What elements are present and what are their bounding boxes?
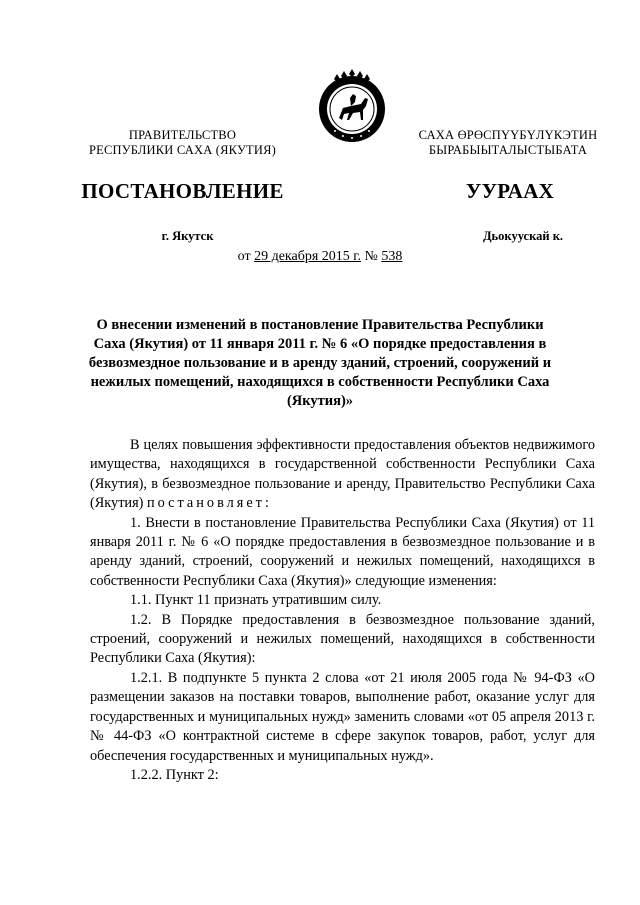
paragraph-1-1: 1.1. Пункт 11 признать утратившим силу. [130, 592, 382, 609]
decree-number: 538 [381, 249, 403, 264]
doc-type-sakha: УУРААХ [465, 179, 555, 203]
coat-of-arms-emblem [313, 68, 391, 146]
decree-body [90, 436, 595, 785]
government-name-ru-line1: ПРАВИТЕЛЬСТВО [128, 128, 237, 142]
paragraph-1-2-2: 1.2.2. Пункт 2: [130, 766, 219, 783]
paragraph-1-2-1: 1.2.1. В подпункте 5 пункта 2 слова «от 21 июля 2005 года № 94-ФЗ «О размещении заказов на поставки товаров, выполнение работ, оказание услуг для государственных и муниципальных нужд» заменить словами «от 05 апреля 2013 г. № 44-ФЗ «О контрактной системе в сфере закупок товаров, работ, услуг для обеспечения государственных и муниципальных нужд». [90, 669, 595, 764]
city-ru: г. Якутск [161, 229, 214, 243]
decree-word: постановляет: [147, 495, 272, 512]
intro-paragraph [90, 436, 595, 514]
government-name-sakha-line2: БЫРАБЫЫТАЛЫСТЫБАТА [428, 143, 588, 157]
intro-text: В целях повышения эффективности предоставления объектов недвижимого имущества, находящихся в государственной собственности Республики Саха (Якутия), в безвозмездное пользование и аренду, Правительство Республики Саха (Якутия) [90, 437, 595, 512]
doc-type-ru: ПОСТАНОВЛЕНИЕ [81, 179, 284, 203]
paragraph-1: 1. Внести в постановление Правительства Республики Саха (Якутия) от 11 января 2011 г. № 6 «О порядке предоставления в безвозмездное пользование и в аренду зданий, строений, сооружений и нежилых помещений, находящихся в собственности Республики Саха (Якутия)» следующие изменения: [90, 514, 595, 589]
date-prefix: от [237, 249, 255, 264]
decree-title: О внесении изменений в постановление Правительства Республики Саха (Якутия) от 11 января 2011 г. № 6 «О порядке предоставления в безвозмездное пользование и в аренду зданий, строений, сооружений и нежилых помещений, находящихся в собственности Республики Саха (Якутия)» [88, 317, 552, 409]
city-sakha: Дьокуускай к. [482, 229, 564, 243]
paragraph-1-2: 1.2. В Порядке предоставления в безвозмездное пользование зданий, строений, сооружений и нежилых помещений, находящихся в собственности Республики Саха (Якутия): [90, 611, 595, 667]
decree-date-line [0, 249, 640, 265]
government-name-sakha-line1: САХА ӨРӨСПҮҮБҮЛҮКЭТИН [418, 128, 598, 142]
header-left [80, 128, 285, 244]
header-right [393, 128, 623, 244]
number-prefix: № [360, 249, 382, 264]
decree-date: 29 декабря 2015 г. [254, 249, 361, 264]
government-name-ru-line2: РЕСПУБЛИКИ САХА (ЯКУТИЯ) [89, 143, 276, 157]
